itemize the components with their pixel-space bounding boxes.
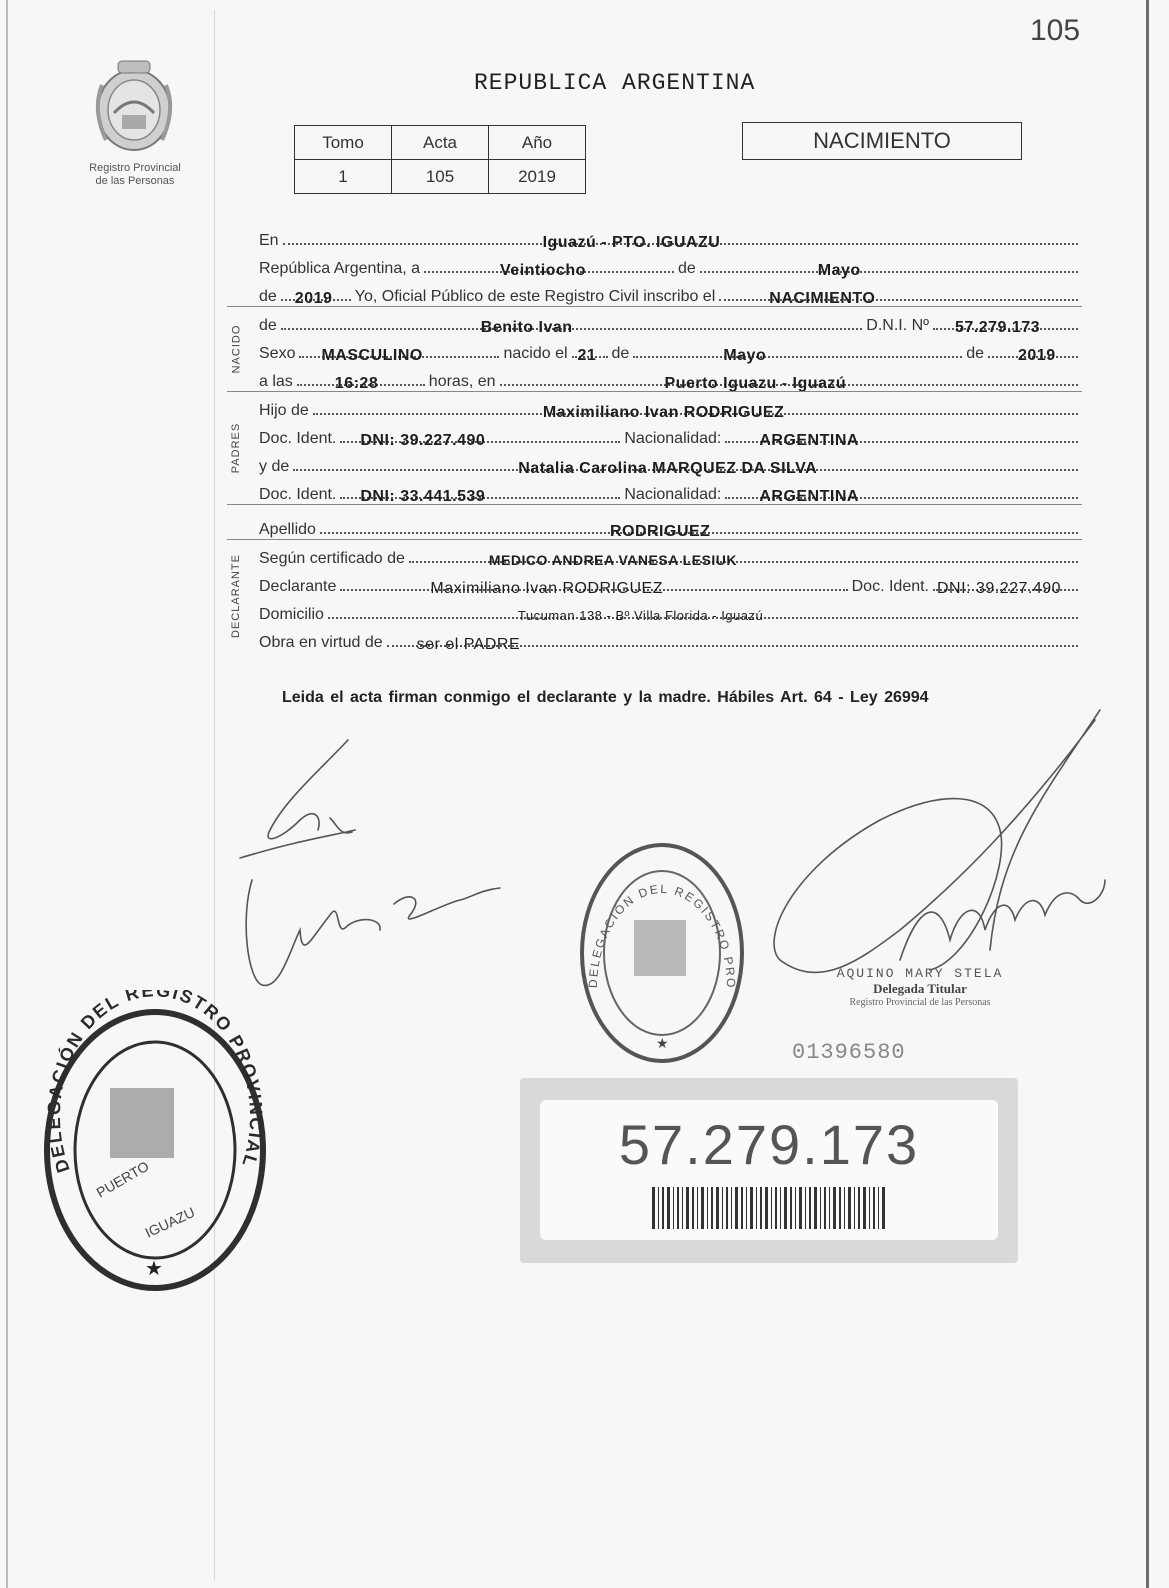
row-date (259, 250, 1082, 278)
acta-value: 105 (392, 160, 489, 194)
certificate-form (227, 222, 1082, 652)
month-value: Mayo (817, 262, 861, 279)
svg-text:PUERTO: PUERTO (93, 1157, 152, 1201)
row-sex-birth (259, 335, 1082, 363)
declarante-label: Declarante (259, 578, 337, 595)
de-label-3: de (966, 345, 984, 362)
logo-caption-line1: Registro Provincial (89, 162, 181, 174)
birth-year-value: 2019 (1018, 347, 1056, 364)
row-time-place (259, 363, 1082, 391)
logo-caption-line2: de las Personas (95, 175, 175, 187)
tomo-value: 1 (295, 160, 392, 194)
official-name: AQUINO MARY STELA (836, 966, 1004, 981)
dni-sticker (520, 1078, 1018, 1263)
coat-of-arms-icon (84, 55, 184, 160)
dotted-line (313, 404, 1078, 421)
doc-ident-label-3: Doc. Ident. (851, 578, 929, 595)
apellido-section (227, 504, 1082, 539)
place-value: Iguazú - PTO. IGUAZU (542, 234, 721, 251)
page-number: 105 (1030, 14, 1081, 47)
horas-en-label: horas, en (428, 373, 496, 390)
apellido-label: Apellido (259, 521, 316, 538)
certificate-value: MEDICO ANDREA VANESA LESIUK (488, 552, 738, 568)
row-place (259, 222, 1082, 250)
dni-sticker-inner (540, 1100, 998, 1240)
row-mother-doc (259, 476, 1082, 504)
stamp-seal-icon (572, 838, 752, 1068)
dotted-line (281, 290, 351, 307)
year-header: Año (489, 126, 586, 160)
dni-label: D.N.I. Nº (866, 317, 929, 334)
signature-left-1 (240, 740, 355, 858)
stamp-seal-icon (30, 990, 280, 1300)
event-value: NACIMIENTO (769, 290, 876, 307)
padres-section-label: PADRES (230, 422, 243, 474)
signature-left-2 (246, 880, 500, 985)
acta-header: Acta (392, 126, 489, 160)
svg-text:★: ★ (656, 1035, 669, 1051)
nacionalidad-label-2: Nacionalidad: (624, 486, 722, 503)
dotted-line (424, 262, 674, 279)
dotted-line (988, 347, 1078, 364)
dotted-line (293, 460, 1078, 477)
logo-caption (70, 162, 200, 188)
barcode-icon (652, 1187, 892, 1229)
row-address (259, 596, 1082, 624)
padres-section (227, 391, 1082, 504)
nacido-el-label: nacido el (503, 345, 568, 362)
registry-stamp-middle (572, 838, 752, 1073)
dotted-line (340, 432, 620, 449)
serial-number: 01396580 (792, 1040, 906, 1065)
doc-ident-label: Doc. Ident. (259, 430, 337, 447)
record-type-box: NACIMIENTO (742, 122, 1022, 160)
declarante-section-label: DECLARANTE (230, 554, 242, 638)
father-nationality-value: ARGENTINA (759, 432, 859, 449)
address-value: Tucuman 138 - Bº Villa Florida - Iguazú (517, 608, 764, 623)
official-office: Registro Provincial de las Personas (849, 997, 991, 1008)
row-year (259, 278, 1082, 306)
dotted-line (281, 319, 862, 336)
dotted-line (340, 488, 620, 505)
year-value-field: 2019 (294, 290, 333, 307)
declarante-section (227, 539, 1082, 652)
row-declarant (259, 568, 1082, 596)
country-title: REPUBLICA ARGENTINA (474, 70, 756, 96)
tomo-header: Tomo (295, 126, 392, 160)
declarant-name-value: Maximiliano Ivan RODRIGUEZ (430, 580, 663, 597)
father-doc-value: DNI: 39.227.490 (360, 432, 486, 449)
hijo-de-label: Hijo de (259, 402, 309, 419)
svg-text:DELEGACIÓN DEL REGISTRO PROVIN: DELEGACIÓN DEL REGISTRO PROVINCIAL (43, 990, 267, 1176)
dotted-line (340, 580, 847, 597)
year-value: 2019 (489, 160, 586, 194)
row-father (259, 392, 1082, 420)
dotted-line (933, 319, 1078, 336)
dotted-line (500, 375, 1078, 392)
dotted-line (572, 347, 608, 364)
dotted-line (297, 375, 425, 392)
child-name-value: Benito Ivan (480, 319, 573, 336)
closing-text: Leida el acta firman conmigo el declarante y la madre. Hábiles Art. 64 - Ley 26994 (282, 689, 929, 706)
obra-label: Obra en virtud de (259, 634, 383, 651)
signature-right (774, 710, 1105, 972)
row-father-doc (259, 420, 1082, 448)
year-prefix-label: de (259, 288, 277, 305)
dotted-line (387, 636, 1078, 653)
dotted-line (719, 290, 1078, 307)
father-name-value: Maximiliano Ivan RODRIGUEZ (542, 404, 785, 421)
sexo-label: Sexo (259, 345, 296, 362)
dotted-line (633, 347, 962, 364)
mother-doc-value: DNI: 33.441.539 (360, 488, 486, 505)
dotted-line (700, 262, 1078, 279)
scan-edge-right (1146, 0, 1149, 1588)
svg-text:★: ★ (145, 1258, 163, 1280)
surname-value: RODRIGUEZ (609, 523, 711, 540)
dotted-line (283, 234, 1078, 251)
scan-edge-left (6, 0, 8, 1588)
dotted-line (725, 488, 1078, 505)
segun-label: Según certificado de (259, 550, 405, 567)
row-surname (259, 505, 1082, 539)
declarant-doc-value: DNI: 39.227.490 (937, 580, 1062, 597)
in-virtue-value: ser el PADRE (416, 636, 521, 653)
republica-label: República Argentina, a (259, 260, 420, 277)
dotted-line (725, 432, 1078, 449)
row-certificate (259, 540, 1082, 568)
dotted-line (328, 608, 1078, 623)
de-label: de (678, 260, 696, 277)
sex-value: MASCULINO (321, 347, 423, 364)
dni-sticker-number: 57.279.173 (618, 1113, 920, 1176)
acta-reference-table (294, 125, 586, 194)
birth-time-value: 16:28 (334, 375, 379, 392)
registry-stamp-left (30, 990, 280, 1305)
nacido-section (227, 306, 1082, 391)
svg-text:IGUAZU: IGUAZU (142, 1203, 198, 1241)
birth-place-value: Puerto Iguazu - Iguazú (664, 375, 847, 392)
header-section (227, 222, 1082, 306)
de-label-2: de (611, 345, 630, 362)
domicilio-label: Domicilio (259, 606, 324, 623)
en-label: En (259, 232, 279, 249)
mother-nationality-value: ARGENTINA (759, 488, 859, 505)
nacido-section-label: NACIDO (230, 324, 242, 374)
row-child-name (259, 307, 1082, 335)
dotted-line (320, 523, 1078, 540)
de-nombre-label: de (259, 317, 277, 334)
official-role: Delegada Titular (873, 981, 967, 996)
birth-day-value: 21 (577, 347, 597, 364)
dotted-line (933, 580, 1078, 597)
child-dni-value: 57.279.173 (955, 319, 1041, 336)
row-in-virtue (259, 624, 1082, 652)
a-las-label: a las (259, 373, 293, 390)
y-de-label: y de (259, 458, 290, 475)
row-mother (259, 448, 1082, 476)
mother-name-value: Natalia Carolina MARQUEZ DA SILVA (518, 460, 818, 477)
registry-logo (70, 55, 200, 188)
birth-month-value: Mayo (723, 347, 767, 364)
day-words-value: Veintiocho (500, 262, 586, 279)
oficial-text: Yo, Oficial Público de este Registro Civil inscribo el (354, 288, 716, 305)
dotted-line (299, 347, 499, 364)
nacionalidad-label: Nacionalidad: (624, 430, 722, 447)
official-signature-block (760, 966, 1080, 1008)
doc-ident-label-2: Doc. Ident. (259, 486, 337, 503)
svg-text:DELEGACIÓN DEL REGISTRO PROVIN: DELEGACIÓN DEL REGISTRO PRO (585, 881, 739, 990)
dotted-line (409, 552, 1078, 568)
margin-line (214, 10, 215, 1580)
